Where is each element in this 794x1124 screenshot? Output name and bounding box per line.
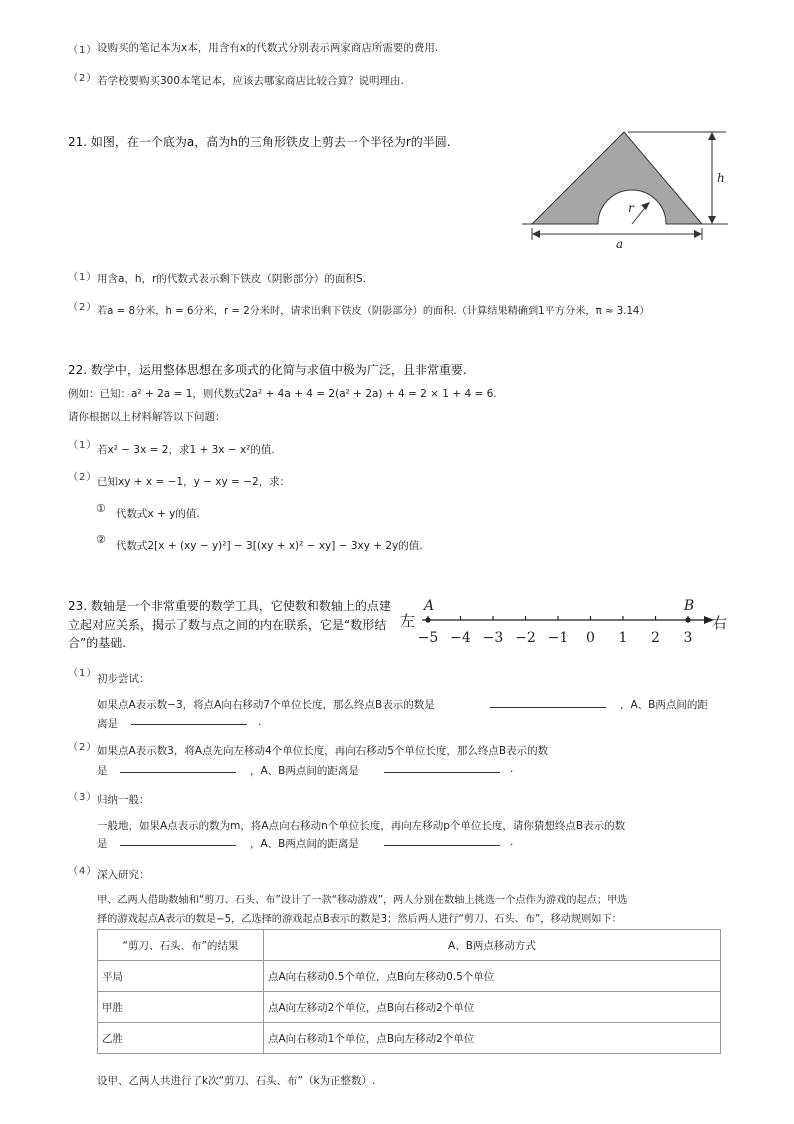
q22-sub1-text: 代数式x + y的值. [116,508,200,520]
q20-part2-text: 若学校要购买300本笔记本，应该去哪家商店比较合算？说明理由. [97,75,404,87]
number-line-tick-label: 2 [651,630,660,646]
q22-sub2-text: 代数式2[x + (xy − y)²] − 3[(xy + x)² − xy] − 3xy + 2y的值. [116,540,423,552]
number-line-tick-label: −4 [450,630,471,646]
number-line-tick-label: −1 [547,630,569,646]
table-cell: 点A向右移动1个单位，点B向左移动2个单位 [264,1023,721,1054]
table-header-cell: “剪刀、石头、布”的结果 [98,930,264,961]
q21-part2-text: 若a = 8分米，h = 6分米，r = 2分米时，请求出剩下铁皮（阴影部分）的面积.（计算结果精确到1平方分米，π ≈ 3.14） [97,306,650,317]
number-line-tick-label: −5 [417,630,439,646]
table-row [98,961,721,992]
q23-title-line1: 23. 数轴是一个非常重要的数学工具，它使数和数轴上的点建 [68,599,391,613]
q23-part1-answer-blank-1[interactable] [490,695,606,708]
q23-title-line3: 合”的基础. [68,636,127,650]
q23-part3-line2-after: . [510,836,514,848]
q23-part3-answer-blank-1[interactable] [120,833,236,846]
table-row [98,992,721,1023]
q22-title: 22. 数学中，运用整体思想在多项式的化简与求值中极为广泛，且非常重要. [68,363,467,377]
q23-part2-line2-after: . [510,763,514,775]
q22-sub2-number: ② [96,533,106,546]
point-a-dot [425,617,430,622]
number-line-right-label: 右 [712,614,728,632]
point-b-dot [685,617,690,622]
q20-part1-number: （1） [68,45,98,56]
table-header-row [98,930,721,961]
q23-part2-line2: 是 [97,765,108,777]
shaded-triangle-with-semicircle-cutout [532,132,702,224]
q23-part1-line1-after: ，A、B两点间的距 [620,699,708,711]
movement-rules-table [97,929,721,1054]
number-line-axis [422,616,714,624]
table-cell: 平局 [98,961,264,992]
q23-part2-answer-blank-2[interactable] [384,760,500,773]
q23-title-line2: 立起对应关系，揭示了数与点之间的内在联系，它是“数形结 [68,618,387,632]
q23-part2-line1: 如果点A表示数3，将A点先向左移动4个单位长度，再向右移动5个单位长度，那么终点B表示的数 [97,745,549,757]
q23-part1-line2: 离是 [97,718,118,730]
table-cell: 甲胜 [98,992,264,1023]
q23-number-line [394,594,734,650]
q20-part2-number: （2） [68,73,98,84]
q23-part4-line2: 择的游戏起点A表示的数是−5，乙选择的游戏起点B表示的数是3；然后两人进行“剪刀、石头、布”，移动规则如下： [97,914,622,925]
q21-part1-number: （1） [68,272,98,283]
q23-part1-number: （1） [68,668,98,679]
q21-part1-text: 用含a，h，r的代数式表示剩下铁皮（阴影部分）的面积S. [97,273,366,285]
q23-part3-number: （3） [68,792,98,803]
q22-sub1-number: ① [96,502,106,515]
number-line-tick-label: 3 [683,630,693,646]
table-cell: 点A向右移动0.5个单位，点B向左移动0.5个单位 [264,961,721,992]
q22-part1-number: （1） [68,440,98,451]
number-line-tick-label: 1 [618,630,628,646]
q22-instruction: 请你根据以上材料解答以下问题： [68,411,226,423]
table-cell: 乙胜 [98,1023,264,1054]
height-label: h [717,171,725,185]
q21-part2-number: （2） [68,302,98,313]
point-b-label: B [683,598,695,614]
point-a-label: A [423,598,435,614]
number-line-left-label: 左 [400,612,416,630]
table-header-cell: A、B两点移动方式 [264,930,721,961]
q22-part2-text: 已知xy + x = −1，y − xy = −2，求： [97,476,291,488]
q23-part4-last-line: 设甲、乙两人共进行了k次“剪刀、石头、布”（k为正整数）. [97,1075,376,1087]
table-row [98,1023,721,1054]
q23-part3-heading: 归纳一般： [97,794,150,806]
q23-part3-answer-blank-2[interactable] [384,833,500,846]
q20-part1-text: 设购买的笔记本为x本，用含有x的代数式分别表示两家商店所需要的费用. [97,42,439,54]
q23-part4-line1: 甲、乙两人借助数轴和“剪刀、石头、布”设计了一款“移动游戏”，两人分别在数轴上挑选一个点作为游戏的起点；甲选 [97,895,628,906]
q23-part3-line1: 一般地，如果A点表示的数为m，将A点向右移动n个单位长度，再向左移动p个单位长度，请你猜想终点B表示的数 [97,820,626,832]
q23-part1-line1: 如果点A表示数−3，将点A向右移动7个单位长度，那么终点B表示的数是 [97,699,435,711]
base-label: a [616,237,624,251]
q23-part1-line2-after: . [258,716,262,728]
q22-part1-text: 若x² − 3x = 2，求1 + 3x − x²的值. [97,444,275,456]
q23-part2-line2-mid: ，A、B两点间的距离是 [250,765,359,777]
q23-part1-answer-blank-2[interactable] [131,712,247,725]
q23-part3-line2: 是 [97,838,108,850]
number-line-tick-label: 0 [586,630,595,646]
q21-triangle-figure [522,124,732,252]
q23-part4-number: （4） [68,866,98,877]
q23-part1-heading: 初步尝试： [97,673,150,685]
q23-part2-answer-blank-1[interactable] [120,760,236,773]
q23-part4-heading: 深入研究： [97,869,150,881]
q22-example: 例如：已知：a² + 2a = 1，则代数式2a² + 4a + 4 = 2(a² + 2a) + 4 = 2 × 1 + 4 = 6. [68,388,497,400]
q23-part3-line2-mid: ，A、B两点间的距离是 [250,838,359,850]
table-cell: 点A向左移动2个单位，点B向右移动2个单位 [264,992,721,1023]
q23-part2-number: （2） [68,742,98,753]
number-line-tick-label: −3 [482,630,504,646]
number-line-tick-label: −2 [515,630,536,646]
radius-label: r [628,201,634,215]
q22-part2-number: （2） [68,472,98,483]
q21-title: 21. 如图，在一个底为a，高为h的三角形铁皮上剪去一个半径为r的半圆. [68,135,451,149]
